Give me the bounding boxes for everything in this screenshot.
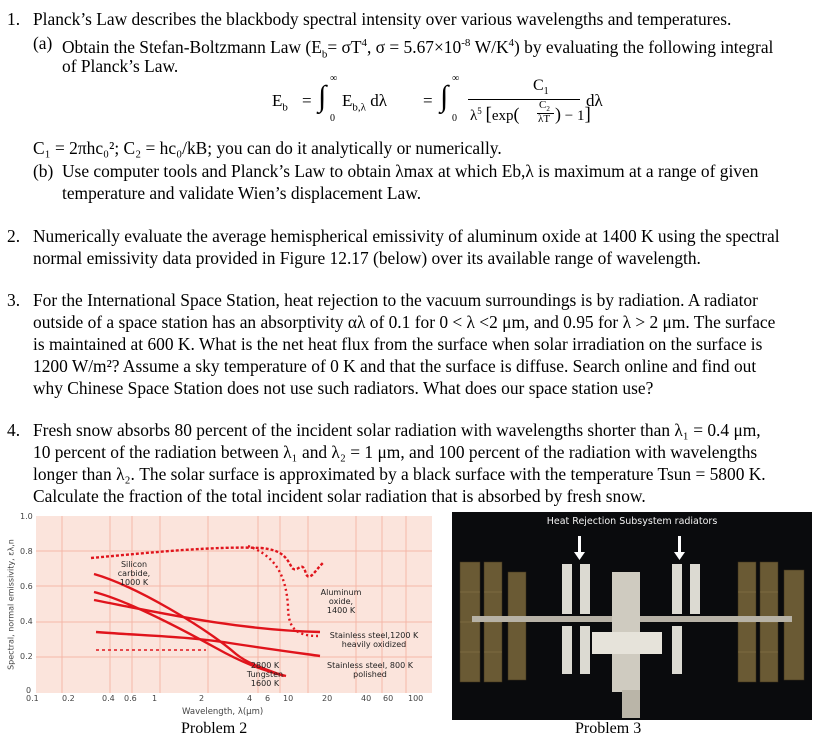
iss-image <box>452 512 812 720</box>
y-axis-label: Spectral, normal emissivity, ελ,n <box>6 539 16 670</box>
y-tick-0.8: 0.8 <box>20 547 33 556</box>
label-aluminum-oxide: Aluminum oxide, 1400 K <box>320 588 362 615</box>
caption-problem-2: Problem 2 <box>181 720 248 737</box>
q1-intro: Planck’s Law describes the blackbody spectral intensity over various wavelengths and temperatures. <box>33 9 732 29</box>
q4-line4: Calculate the fraction of the total incident solar radiation that is absorbed by fresh snow. <box>33 486 646 506</box>
iss-photo-title: Heat Rejection Subsystem radiators <box>546 516 718 527</box>
q1a-line1: Obtain the Stefan-Boltzmann Law ($E_b= \sigma T^4$, $\sigma = 5.67\times 10^{-8}$ $W/K^4$) by evaluating the following integral <box>62 36 774 61</box>
q1b-line1: Use computer tools and Planck’s Law to obtain λmax at which Eb,λ is maximum at a range of given <box>62 161 759 181</box>
q4-line1: Fresh snow absorbs 80 percent of the incident solar radiation with wavelengths shorter than λ₁ = 0.4 μm, <box>33 420 761 440</box>
x-tick-10: 10 <box>283 694 294 703</box>
q1-constants: C₁ = 2πhc₀²; C₂ = hc₀/kB; you can do it analytically or numerically. <box>33 138 502 158</box>
q1b-label: (b) <box>33 161 54 181</box>
q3-line2: outside of a space station has an absorptivity αλ of 0.1 for 0 < λ <2 μm, and 0.95 for λ > 2 μm. The surface <box>33 312 776 332</box>
x-tick-60: 60 <box>383 694 394 703</box>
x-axis-label: Wavelength, λ(μm) <box>182 707 264 717</box>
q3-line4: 1200 W/m²? Assume a sky temperature of 0 K and that the surface is diffuse. Search online and find out <box>33 356 757 376</box>
x-tick-0.1: 0.1 <box>26 694 39 703</box>
label-silicon-carbide: Silicon carbide, 1000 K <box>117 560 151 587</box>
caption-problem-3: Problem 3 <box>575 720 642 737</box>
label-stainless-800k: Stainless steel, 800 K polished <box>327 661 413 679</box>
q1a-line2: of Planck’s Law. <box>62 56 179 76</box>
q3-number: 3. <box>7 290 21 310</box>
x-tick-2: 2 <box>199 694 205 703</box>
x-tick-0.4: 0.4 <box>102 694 115 703</box>
x-tick-100: 100 <box>408 694 424 703</box>
q1-number: 1. <box>7 9 21 29</box>
x-tick-4: 4 <box>247 694 253 703</box>
x-tick-40: 40 <box>361 694 372 703</box>
q4-line3: longer than λ₂. The solar surface is approximated by a black surface with the temperature Tsun = 5800 K. <box>33 464 766 484</box>
x-tick-0.2: 0.2 <box>62 694 75 703</box>
q3-line5: why Chinese Space Station does not use such radiators. What does our space station use? <box>33 378 654 398</box>
y-tick-0.4: 0.4 <box>20 617 33 626</box>
q2-number: 2. <box>7 226 21 246</box>
q4-number: 4. <box>7 420 21 440</box>
q1b-line2: temperature and validate Wien’s displacement Law. <box>62 183 422 203</box>
q1a-label: (a) <box>33 33 53 53</box>
q4-line2: 10 percent of the radiation between λ₁ and λ₂ = 1 μm, and 100 percent of the radiation with wavelengths <box>33 442 758 462</box>
y-tick-0: 0 <box>26 686 32 695</box>
q2-line1: Numerically evaluate the average hemispherical emissivity of aluminum oxide at 1400 K using the spectral <box>33 226 780 246</box>
x-tick-20: 20 <box>322 694 333 703</box>
y-tick-1: 1.0 <box>20 512 33 521</box>
label-stainless-1200k: Stainless steel,1200 K heavily oxidized <box>329 631 419 649</box>
q3-line1: For the International Space Station, heat rejection to the vacuum surroundings is by radiation. A radiator <box>33 290 758 310</box>
y-tick-0.2: 0.2 <box>20 652 33 661</box>
q2-line2: normal emissivity data provided in Figure 12.17 (below) over its available range of wavelength. <box>33 248 701 268</box>
label-tungsten: 2800 K Tungsten 1600 K <box>246 661 284 688</box>
x-tick-0.6: 0.6 <box>124 694 137 703</box>
x-tick-1: 1 <box>152 694 158 703</box>
x-tick-6: 6 <box>265 694 271 703</box>
y-tick-0.6: 0.6 <box>20 582 33 591</box>
q3-line3: is maintained at 600 K. What is the net heat flux from the surface when solar irradiation on the surface is <box>33 334 763 354</box>
